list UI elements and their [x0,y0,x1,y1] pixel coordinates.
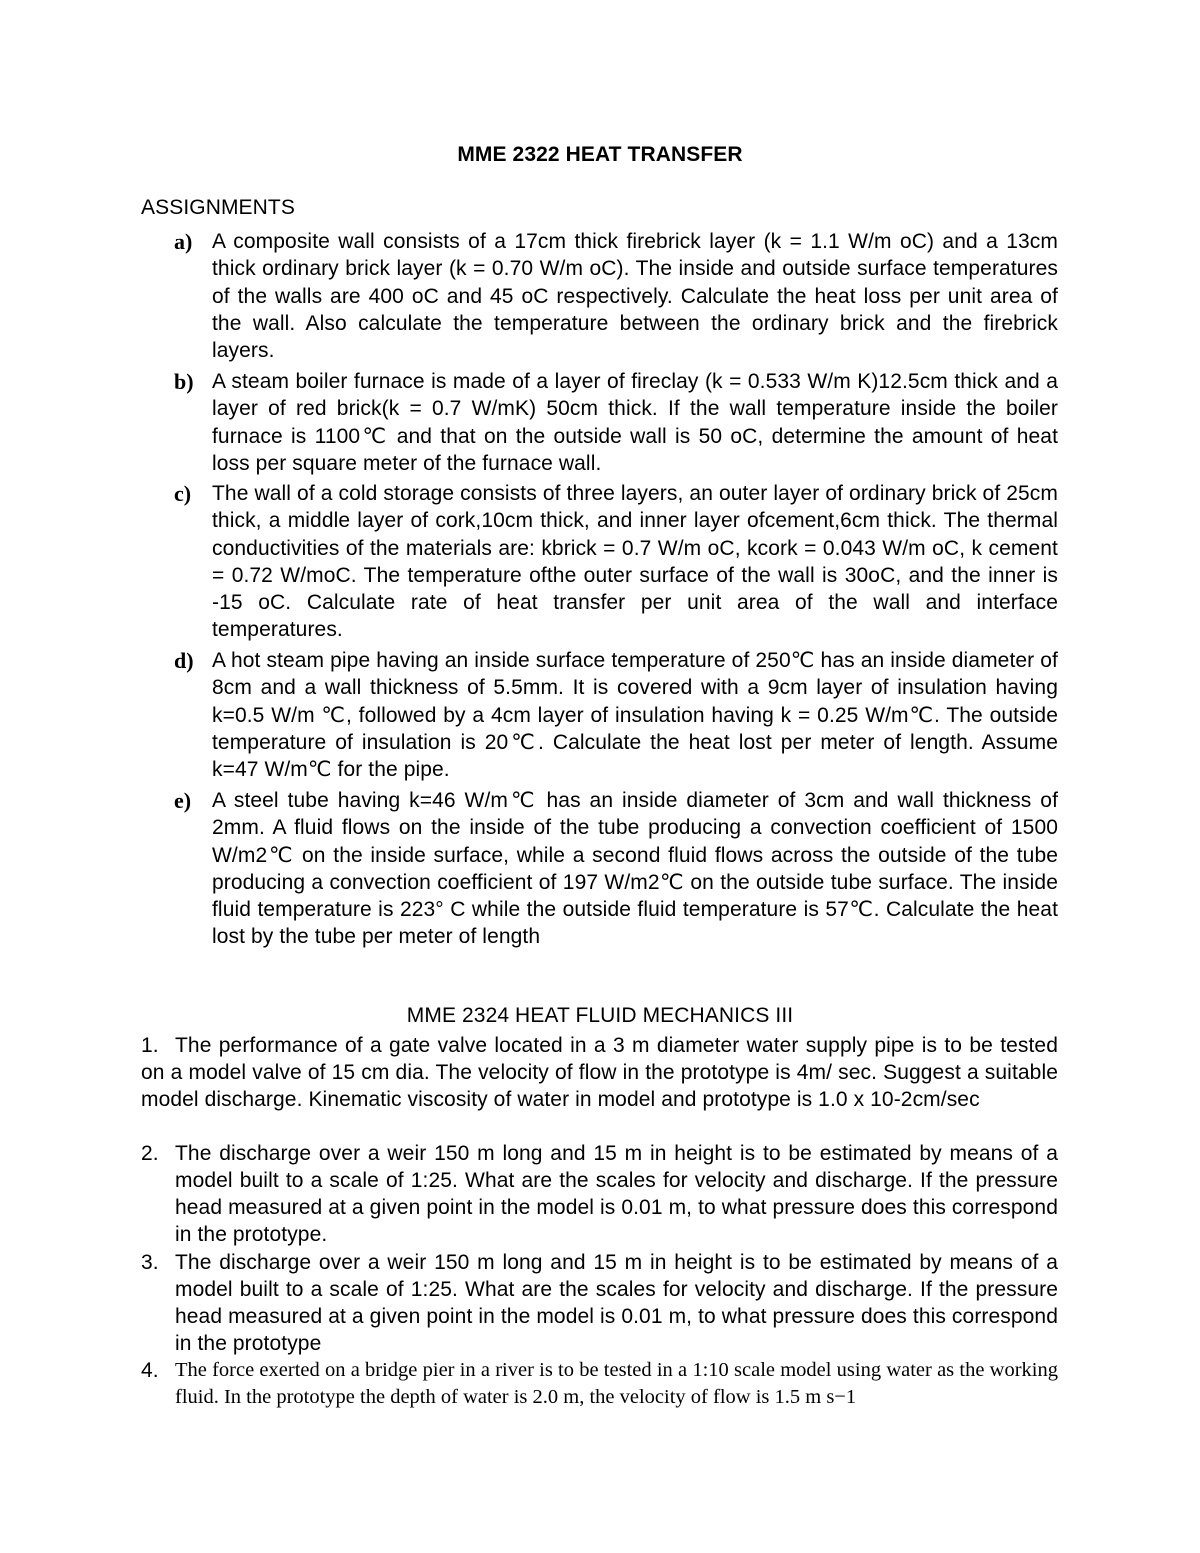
assignments-heading: ASSIGNMENTS [141,196,295,219]
assignment-label: e) [174,788,192,813]
assignment-text: The wall of a cold storage consists of three layers, an outer layer of ordinary brick of 25cm thick, a middle layer of cork,10cm thick, and inner layer ofcement,6cm thick. The thermal conductivities of the materials are: kbrick = 0.7 W/m oC, kcork = 0.043 W/m oC, k cement = 0.72 W/moC. The temperature ofthe outer surface of the wall is 30oC, and the inner is -15 oC. Calculate rate of heat transfer per unit area of the wall and interface temperatures. [212,482,1058,642]
problem-number: 2. [141,1142,159,1165]
assignment-text: A composite wall consists of a 17cm thick firebrick layer (k = 1.1 W/m oC) and a 13cm thick ordinary brick layer (k = 0.70 W/m oC). The inside and outside surface temperatures of the walls are 400 oC and 45 oC respectively. Calculate the heat loss per unit area of the wall. Also calculate the temperature between the ordinary brick and the firebrick layers. [212,230,1058,363]
assignment-text: A steam boiler furnace is made of a layer of fireclay (k = 0.533 W/m K)12.5cm thick and a layer of red brick(k = 0.7 W/mK) 50cm thick. If the wall temperature inside the boiler furnace is 1100℃ and that on the outside wall is 50 oC, determine the amount of heat loss per square meter of the furnace wall. [212,370,1058,475]
page-title: MME 2322 HEAT TRANSFER [457,143,743,166]
assignment-label: b) [174,369,194,394]
problem-text: The discharge over a weir 150 m long and 15 m in height is to be estimated by means of a model built to a scale of 1:25. What are the scales for velocity and discharge. If the pressure head measured at a given point in the model is 0.01 m, to what pressure does this correspond in the prototype [175,1251,1058,1355]
problem-1-text: The performance of a gate valve located in a 3 m diameter water supply pipe is to be tested on a model valve of 15 cm dia. The velocity of flow in the prototype is 4m/ sec. Suggest a suitable model discharge. Kinematic viscosity of water in model and prototype is 1.0 x 10-2cm/sec [141,1034,1058,1111]
problem-number: 1. [141,1034,159,1057]
assignment-label: a) [174,229,193,254]
problem-number: 4. [141,1359,159,1382]
assignment-label: d) [174,648,194,673]
problem-text: The force exerted on a bridge pier in a river is to be tested in a 1:10 scale model using water as the working fluid. In the prototype the depth of water is 2.0 m, the velocity of flow is 1.5 m s−1 [175,1359,1058,1408]
problem-number: 3. [141,1251,159,1274]
assignment-label: c) [174,481,192,506]
assignment-text: A hot steam pipe having an inside surface temperature of 250℃ has an inside diameter of 8cm and a wall thickness of 5.5mm. It is covered with a 9cm layer of insulation having k=0.5 W/m ℃, followed by a 4cm layer of insulation having k = 0.25 W/m℃. The outside temperature of insulation is 20℃. Calculate the heat lost per meter of length. Assume k=47 W/m℃ for the pipe. [212,649,1058,782]
section-title: MME 2324 HEAT FLUID MECHANICS III [406,1004,794,1027]
problem-text [141,1032,1058,1113]
assignment-text: A steel tube having k=46 W/m℃ has an inside diameter of 3cm and wall thickness of 2mm. A fluid flows on the inside of the tube producing a convection coefficient of 1500 W/m2℃ on the inside surface, while a second fluid flows across the outside of the tube producing a convection coefficient of 197 W/m2℃ on the outside tube surface. The inside fluid temperature is 223° C while the outside fluid temperature is 57℃. Calculate the heat lost by the tube per meter of length [212,789,1058,949]
problem-text: The discharge over a weir 150 m long and 15 m in height is to be estimated by means of a model built to a scale of 1:25. What are the scales for velocity and discharge. If the pressure head measured at a given point in the model is 0.01 m, to what pressure does this correspond in the prototype. [175,1142,1058,1246]
